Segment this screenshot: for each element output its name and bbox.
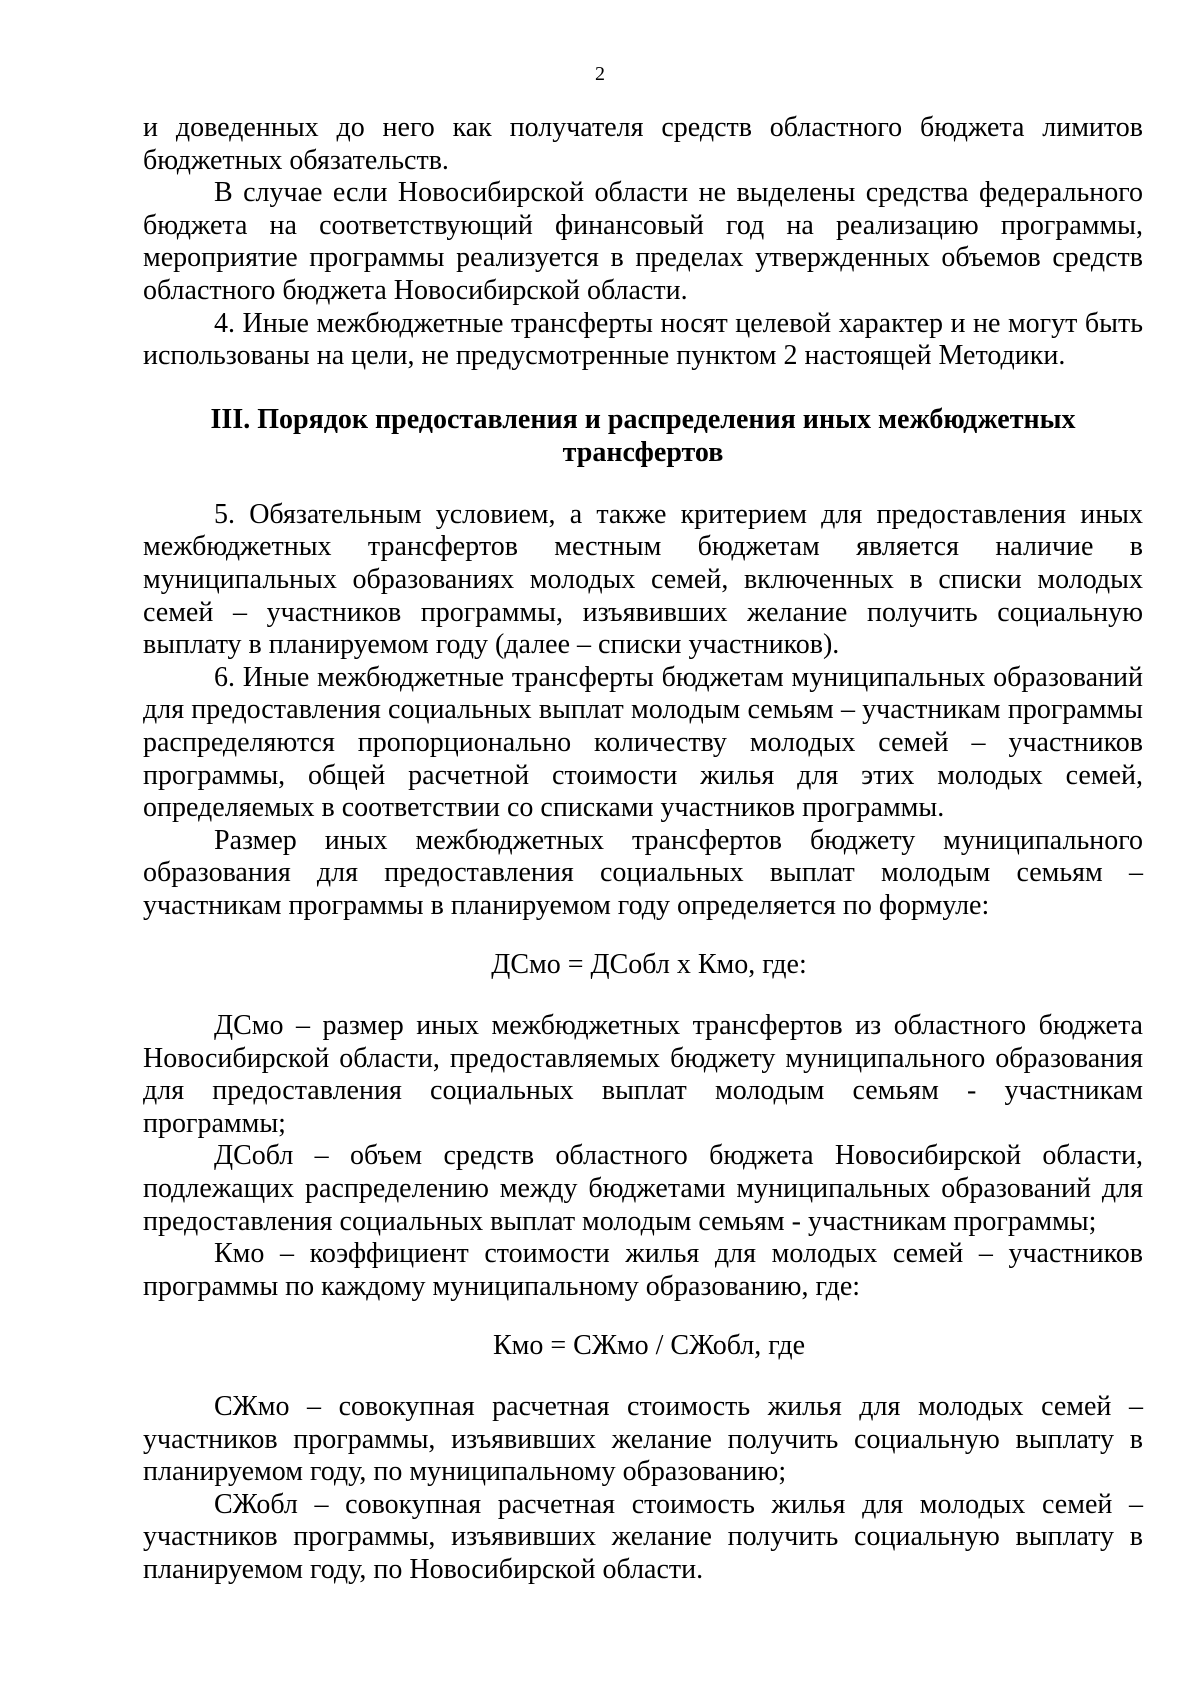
definition-szhobl: СЖобл – совокупная расчетная стоимость жилья для молодых семей – участников программы, изъявивших желание получить социальную выплату в планируемом году, по Новосибирской области. [143,1488,1143,1585]
page-number: 2 [595,63,605,85]
definition-dsmo: ДСмо – размер иных межбюджетных трансфертов из областного бюджета Новосибирской области, предоставляемых бюджету муниципального образования для предоставления социальных выплат молодым семьям - участникам программы; [143,1010,1143,1139]
paragraph-federal-budget: В случае если Новосибирской области не выделены средства федерального бюджета на соответствующий финансовый год на реализацию программы, мероприятие программы реализуется в пределах утвержденных объемов средств областного бюджета Новосибирской области. [143,177,1143,306]
formula-kmo: Кмо = СЖмо / СЖобл, где [492,1330,806,1362]
definition-kmo: Кмо – коэффициент стоимости жилья для молодых семей – участников программы по каждому муниципальному образованию, где: [143,1238,1143,1302]
paragraph-item-4: 4. Иные межбюджетные трансферты носят целевой характер и не могут быть использованы на цели, не предусмотренные пунктом 2 настоящей Методики. [143,307,1143,372]
paragraph-item-6: 6. Иные межбюджетные трансферты бюджетам муниципальных образований для предоставления социальных выплат молодым семьям – участникам программы распределяются пропорционально количеству молодых семей – участников программы, общей расчетной стоимости жилья для этих молодых семей, определяемых в соответствии со списками участников программы. [143,661,1143,824]
definition-szhmo: СЖмо – совокупная расчетная стоимость жилья для молодых семей – участников программы, изъявивших желание получить социальную выплату в планируемом году, по муниципальному образованию; [143,1391,1143,1488]
paragraph-item-5: 5. Обязательным условием, а также критерием для предоставления иных межбюджетных трансфертов местным бюджетам является наличие в муниципальных образованиях молодых семей, включенных в списки молодых семей – участников программы, изъявивших желание получить социальную выплату в планируемом году (далее – списки участников). [143,498,1143,661]
paragraph-transfer-size: Размер иных межбюджетных трансфертов бюджету муниципального образования для предоставления социальных выплат молодым семьям – участникам программы в планируемом году определяется по формуле: [143,824,1143,921]
document-body [143,112,1143,1587]
section-heading: III. Порядок предоставления и распределения иных межбюджетных трансфертов [210,403,1076,468]
definition-dsobl: ДСобл – объем средств областного бюджета Новосибирской области, подлежащих распределению между бюджетами муниципальных образований для предоставления социальных выплат молодым семьям - участникам программы; [143,1140,1143,1237]
paragraph-continuation: и доведенных до него как получателя средств областного бюджета лимитов бюджетных обязательств. [143,112,1143,176]
formula-dsmo: ДСмо = ДСобл х Кмо, где: [491,949,807,981]
